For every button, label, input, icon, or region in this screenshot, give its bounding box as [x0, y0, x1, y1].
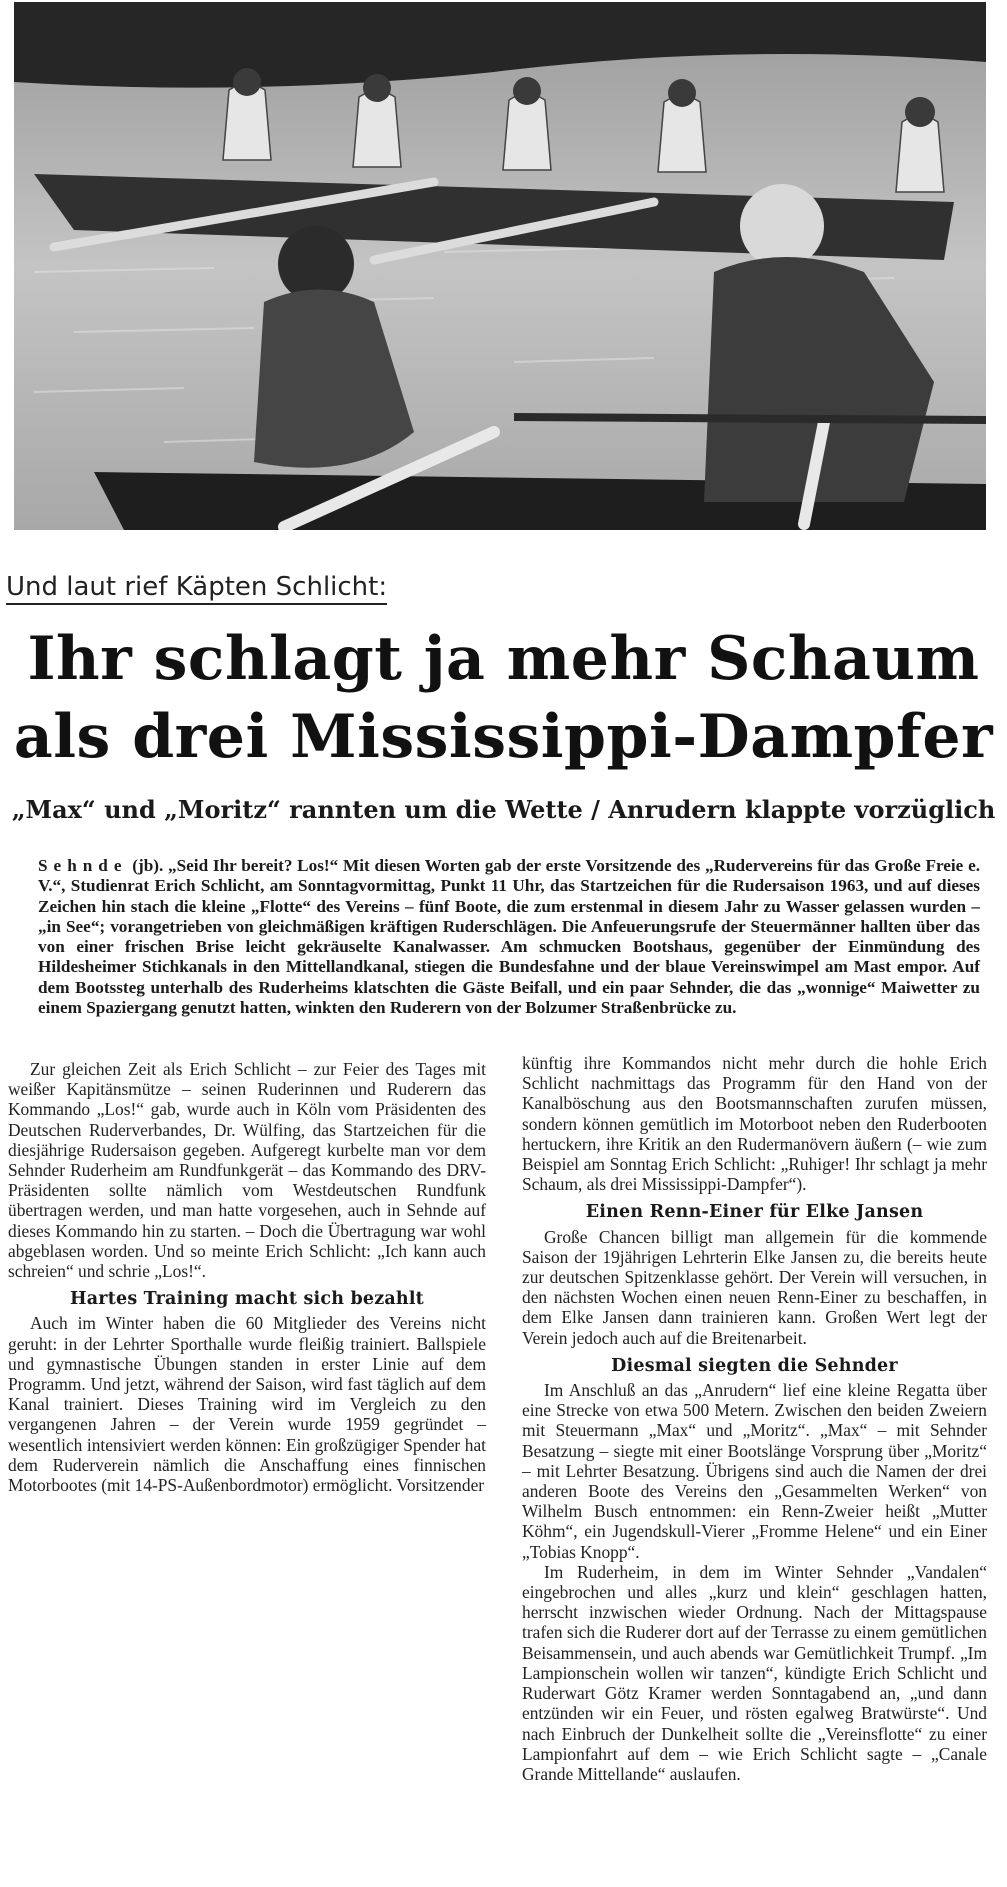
right-section-heading-1: Einen Renn-Einer für Elke Jansen [585, 1202, 924, 1223]
right-paragraph-3: Im Ruderheim, in dem im Winter Sehnder „Vandalen“ eingebrochen und alles „kurz und klein“ geschlagen hatten, herrscht inzwischen wieder Ordnung. Nach der Mittagspause trafen sich die Ruderer dort auf der Terrasse zu einem gemütlichen Beisammensein, und auch abends war Gemütlichkeit Trumpf. „Im Lampionschein wollen wir tanzen“, kündigte Erich Schlicht und Ruderwart Götz Kramer werden Sonntagabend an, „und dann entzünden wir ein Feuer, und rösten egalweg Bratwürste“. Und nach Einbruch der Dunkelheit sollte die „Vereinsflotte“ zu einer Lampionfahrt auf dem – wie Erich Schlicht sagte – „Canale Grande Mittellande“ auslaufen. [522, 1561, 987, 1784]
left-paragraph-2: Auch im Winter haben die 60 Mitglieder des Vereins nicht geruht: in der Lehrter Sporthalle wurde fleißig trainiert. Ballspiele und gymnastische Übungen standen in erster Linie auf dem Programm. Und jetzt, während der Saison, wird fast täglich auf dem Kanal trainiert. Dieses Training wird im Vergleich zu den vergangenen Jahren – der Verein wurde 1959 gegründet – wesentlich intensiviert werden können: Ein großzügiger Spender hat dem Ruderverein nämlich die Anschaffung eines finnischen Motorbootes (mit 14-PS-Außenbordmotor) ermöglicht. Vorsitzender [8, 1313, 486, 1496]
right-paragraph-1: Große Chancen billigt man allgemein für die kommende Saison der 19jährigen Lehrterin Elke Jansen zu, die bereits heute zur deutschen Spitzenklasse gehört. Der Verein will versuchen, in den nächsten Wochen einen neuen Renn-Einer zu beschaffen, in dem Elke Jansen dann trainieren kann. Großen Wert legt der Verein jedoch auch auf die Breitenarbeit. [522, 1226, 987, 1348]
rowing-photo [14, 2, 986, 530]
right-section-heading-2: Diesmal siegten die Sehnder [611, 1355, 898, 1376]
headline [0, 620, 1007, 776]
right-paragraph-2: Im Anschluß an das „Anrudern“ lief eine kleine Regatta über eine Strecke von etwa 500 Metern. Zwischen den beiden Zweiern mit Steuermann „Max“ und „Moritz“. „Max“ – mit Sehnder Besatzung – siegte mit einer Bootslänge Vorsprung über „Moritz“ – mit Lehrter Besatzung. Übrigens sind auch die Namen der drei anderen Boote des Vereins den „Gesammelten Werken“ von Wilhelm Busch entnommen: ein Renn-Zweier heißt „Mutter Köhm“, ein Jugendskull-Vierer „Fromme Helene“ und ein Einer „Tobias Knopp“. [522, 1380, 987, 1562]
rowing-photo-illustration [14, 2, 986, 530]
headline-line-1: Ihr schlagt ja mehr Schaum [27, 624, 980, 694]
lead-paragraph [38, 856, 980, 1018]
subheadline: „Max“ und „Moritz“ rannten um die Wette / Anrudern klappte vorzüglich [11, 795, 996, 824]
dateline-place: Sehnde [38, 856, 128, 875]
left-column [8, 1059, 486, 1495]
left-section-heading: Hartes Training macht sich bezahlt [70, 1289, 424, 1310]
left-paragraph-1: Zur gleichen Zeit als Erich Schlicht – zur Feier des Tages mit weißer Kapitänsmütze – seinen Ruderinnen und Ruderern das Kommando „Los!“ gab, wurde auch in Köln vom Präsidenten des Deutschen Ruderverbandes, Dr. Wülfing, das Startzeichen für die diesjährige Rudersaison gegeben. Aufgeregt kurbelte man vor dem Sehnder Ruderheim am Rundfunkgerät – das Kommando des DRV-Präsidenten sollte nämlich vom Westdeutschen Rundfunk übertragen werden, und man hatte vorgesehen, auch in Sehnde auf dieses Kommando hin zu starten. – Doch die Übertragung war wohl abgeblasen worden. Und so meinte Erich Schlicht: „Ich kann auch schreien“ und schrie „Los!“. [8, 1059, 486, 1282]
kicker-line: Und laut rief Käpten Schlicht: [6, 572, 387, 605]
headline-line-2: als drei Mississippi-Dampfer [13, 702, 994, 772]
right-paragraph-0: künftig ihre Kommandos nicht mehr durch die hohle Erich Schlicht nachmittags das Programm für den Hand von der Kanalböschung aus den Bootsmannschaften zurufen müssen, sondern können gemütlich im Motorboot neben den Ruderbooten hertuckern, ihre Kritik an den Rudermanövern äußern (– wie zum Beispiel am Sonntag Erich Schlicht: „Ruhiger! Ihr schlagt ja mehr Schaum, als drei Mississippi-Dampfer“). [522, 1053, 987, 1195]
right-column [522, 1053, 987, 1784]
lead-text: (jb). „Seid Ihr bereit? Los!“ Mit diesen Worten gab der erste Vorsitzende des „Rudervereins für das Große Freie e. V.“, Studienrat Erich Schlicht, am Sonntagvormittag, Punkt 11 Uhr, das Startzeichen für die Rudersaison 1963, und auf dieses Zeichen hin stach die kleine „Flotte“ des Vereins – fünf Boote, die zum erstenmal in diesem Jahr zu Wasser gelassen wurden – „in See“; vorangetrieben von gleichmäßigen kräftigen Ruderschlägen. Die Anfeuerungsrufe der Steuermänner hallten über das von einer frischen Brise leicht gekräuselte Kanalwasser. Am schmucken Bootshaus, gegenüber der Einmündung des Hildesheimer Stichkanals in den Mittellandkanal, stiegen die Bundesfahne und der blaue Vereinswimpel am Mast empor. Auf dem Bootssteg unterhalb des Ruderheims klatschten die Gäste Beifall, und ein paar Sehnder, die das „wonnige“ Maiwetter zu einem Spaziergang genutzt hatten, winkten den Ruderern von der Bolzumer Straßenbrücke zu. [38, 856, 980, 1018]
